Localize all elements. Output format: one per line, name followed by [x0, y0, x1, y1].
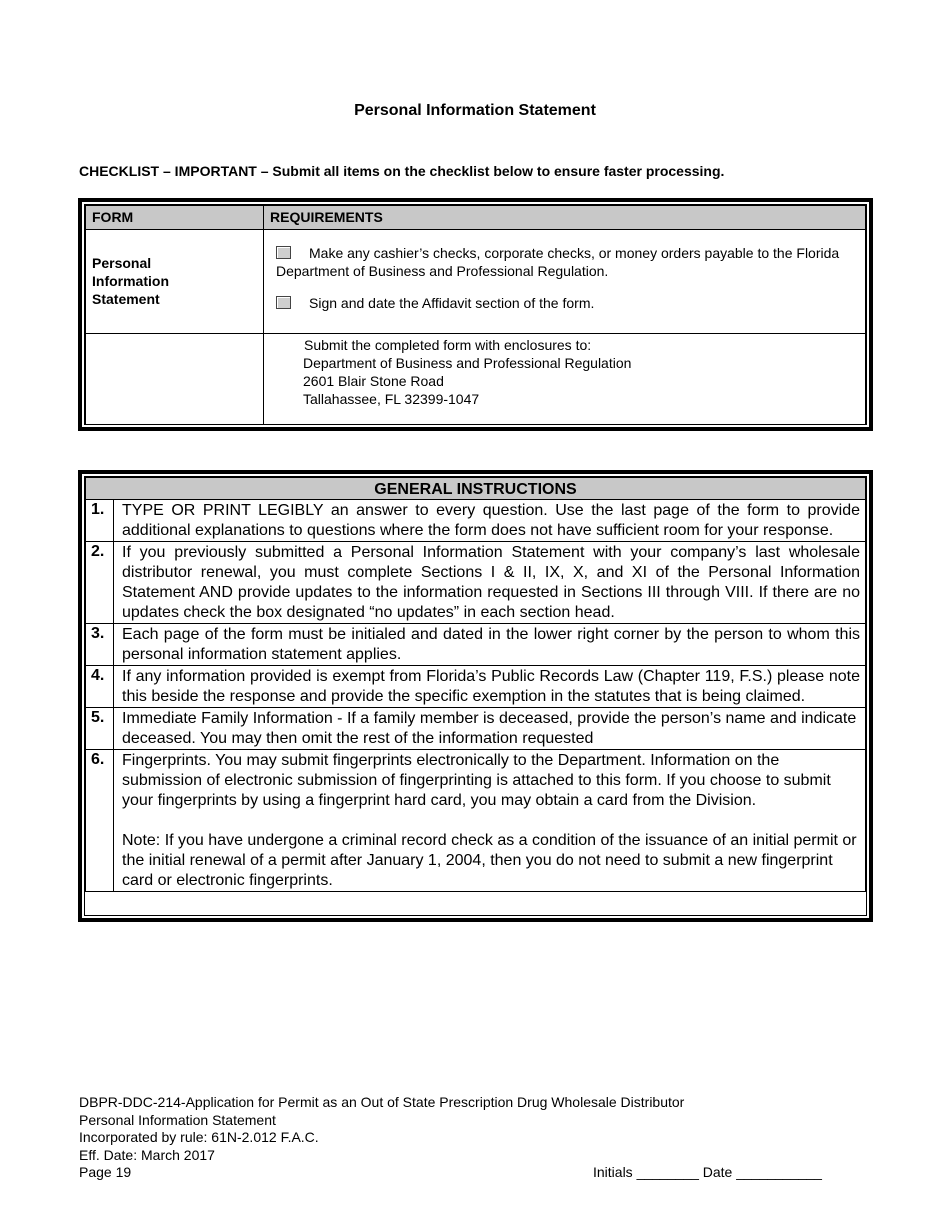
instruction-text: If you previously submitted a Personal Information Statement with your company’s last wholesale distributor renewal, you must complete Sections I & II, IX, X, and XI of the Personal Information Statement AND provide updates to the information requested in Sections III through VIII. If there are no updates check the box designated “no updates” in each section head. — [114, 542, 866, 624]
instruction-text: Each page of the form must be initialed and dated in the lower right corner by the person to whom this personal information statement applies. — [114, 624, 866, 666]
address-line: Tallahassee, FL 32399-1047 — [303, 391, 480, 407]
instruction-number: 6. — [86, 750, 114, 892]
column-header-form: FORM — [86, 206, 264, 230]
address-line: Department of Business and Professional Regulation — [303, 355, 632, 371]
initials-date-line: Initials ________ Date ___________ — [593, 1164, 822, 1180]
requirement-text: Sign and date the Affidavit section of the form. — [309, 295, 595, 311]
address-intro: Submit the completed form with enclosures to: — [304, 337, 592, 353]
instruction-number: 2. — [86, 542, 114, 624]
page-number: Page 19 — [79, 1164, 132, 1180]
instruction-row — [86, 666, 866, 708]
requirement-item — [276, 294, 853, 312]
footer-form-name: Personal Information Statement — [79, 1111, 276, 1128]
checkbox-signature[interactable] — [276, 296, 291, 309]
requirement-text: Make any cashier’s checks, corporate checks, or money orders payable to the Florida Department of Business and Professional Regulation. — [276, 245, 840, 279]
footer-rule: Incorporated by rule: 61N-2.012 F.A.C. — [79, 1129, 319, 1145]
instruction-text: TYPE OR PRINT LEGIBLY an answer to every question. Use the last page of the form to provide additional explanations to questions where the form does not have sufficient room for your response. — [114, 500, 866, 542]
instruction-number: 3. — [86, 624, 114, 666]
checklist-table — [78, 198, 873, 431]
requirement-item — [276, 244, 853, 280]
checklist-heading: CHECKLIST – IMPORTANT – Submit all items on the checklist below to ensure faster processing. — [79, 163, 725, 179]
instruction-paragraph: Fingerprints. You may submit fingerprints electronically to the Department. Information on the submission of electronic submission of fingerprinting is attached to this form. If you choose to submit your fingerprints by using a fingerprint hard card, you may obtain a card from the Division. — [122, 752, 831, 809]
instruction-row — [86, 750, 866, 892]
instruction-text: If any information provided is exempt from Florida’s Public Records Law (Chapter 119, F.S.) please note this beside the response and provide the specific exemption in the statutes that is being claimed. — [114, 666, 866, 708]
instruction-text: Immediate Family Information - If a family member is deceased, provide the person’s name and indicate deceased. You may then omit the rest of the information requested — [114, 708, 866, 750]
checkbox-payment[interactable] — [276, 246, 291, 259]
empty-cell — [86, 334, 264, 425]
instruction-number: 5. — [86, 708, 114, 750]
general-instructions-heading: GENERAL INSTRUCTIONS — [86, 478, 866, 500]
submission-address — [264, 334, 866, 425]
column-header-requirements: REQUIREMENTS — [264, 206, 866, 230]
instruction-text — [114, 750, 866, 892]
instruction-row — [86, 708, 866, 750]
instruction-row — [86, 542, 866, 624]
footer-form-id: DBPR-DDC-214-Application for Permit as an Out of State Prescription Drug Wholesale Distributor — [79, 1094, 685, 1110]
instruction-row — [86, 624, 866, 666]
general-instructions-table — [78, 470, 873, 922]
instruction-number: 1. — [86, 500, 114, 542]
address-line: 2601 Blair Stone Road — [303, 373, 444, 389]
instruction-note: Note: If you have undergone a criminal record check as a condition of the issuance of an initial permit or the initial renewal of a permit after January 1, 2004, then you do not need to submit a new fingerprint card or electronic fingerprints. — [122, 832, 857, 889]
page-title: Personal Information Statement — [354, 102, 596, 119]
form-name: Personal Information Statement — [86, 230, 264, 334]
instruction-row — [86, 500, 866, 542]
footer-eff-date: Eff. Date: March 2017 — [79, 1146, 215, 1163]
requirements-cell — [264, 230, 866, 334]
instruction-number: 4. — [86, 666, 114, 708]
